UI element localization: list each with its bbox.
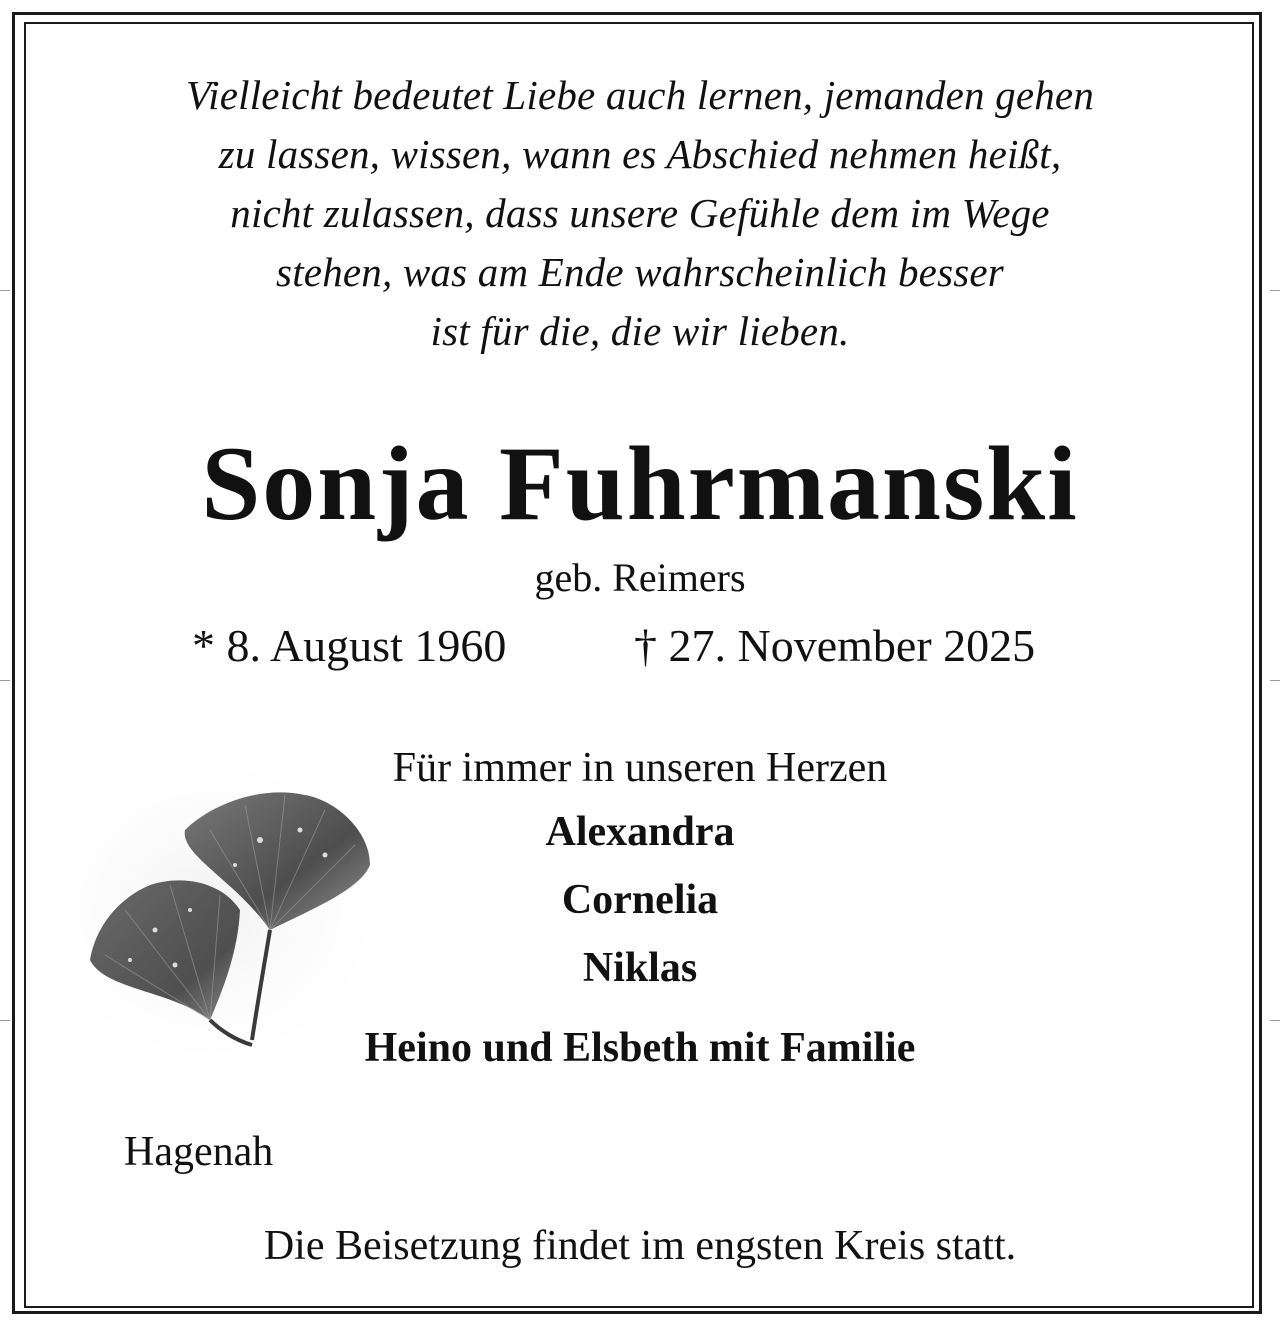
crop-mark [1270,680,1280,681]
poem-line: zu lassen, wissen, wann es Abschied nehmen heißt, [218,131,1062,177]
place-name: Hagenah [124,1129,274,1175]
birth-date: * 8. August 1960 [192,620,507,671]
poem-line: Vielleicht bedeutet Liebe auch lernen, jemanden gehen [185,72,1095,118]
mourner-name: Alexandra [545,809,735,855]
closing-note: Die Beisetzung findet im engsten Kreis statt. [263,1223,1017,1269]
crop-mark [0,680,10,681]
poem-line: nicht zulassen, dass unsere Gefühle dem im Wege [230,190,1050,236]
extended-family: Heino und Elsbeth mit Familie [364,1025,916,1071]
ginkgo-leaves-icon [60,760,390,1060]
deceased-name: Sonja Fuhrmanski [201,425,1079,542]
crop-mark [0,1020,10,1021]
poem-line: stehen, was am Ende wahrscheinlich besser [276,249,1004,295]
death-date: † 27. November 2025 [634,620,1036,671]
crop-mark [1270,1020,1280,1021]
poem-line: ist für die, die wir lieben. [430,308,850,354]
memorial-poem [0,66,1280,361]
memorial-motto: Für immer in unseren Herzen [392,745,888,791]
mourner-name: Niklas [582,945,698,991]
mourner-name: Cornelia [561,877,719,923]
birth-name: geb. Reimers [534,555,746,600]
